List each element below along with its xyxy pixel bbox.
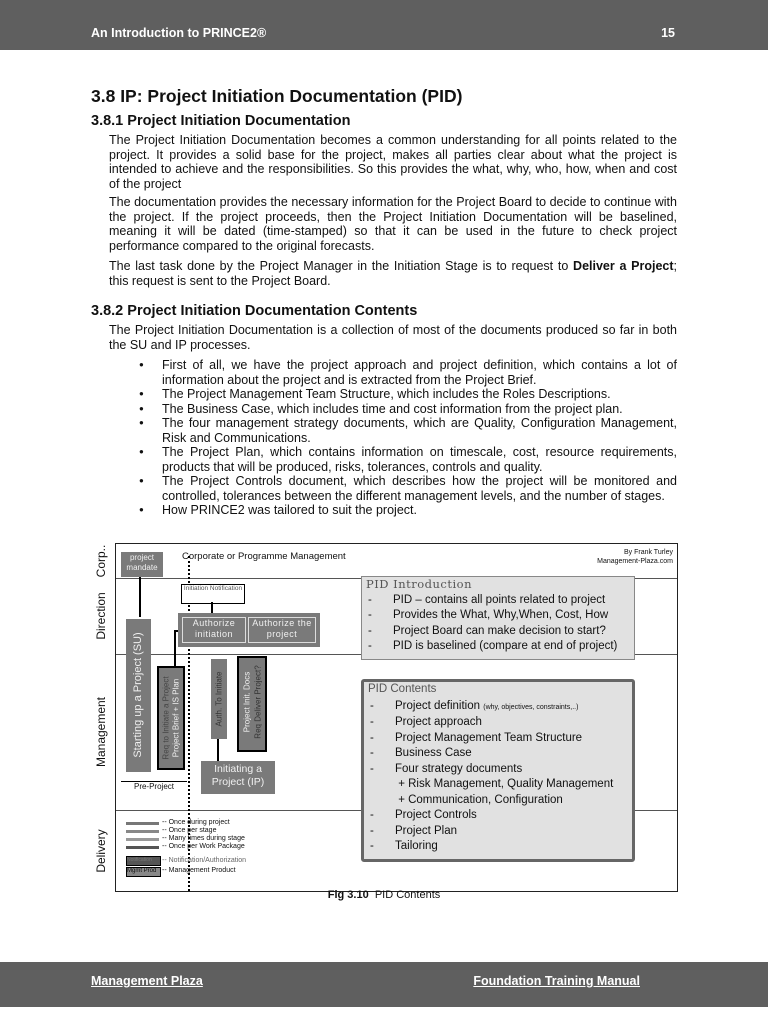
doc-title: An Introduction to PRINCE2® [91, 26, 267, 40]
paragraph: The documentation provides the necessary information for the Project Board to decide to continue with the project. If the project proceeds, then the Project Initiation Documentation will be baselined, meaning it will be dated (time-stamped) so that it can be used in the future to check project performance compared to the original forecasts. [109, 195, 677, 253]
auth-to-initiate-box: Auth. To Initiate [211, 659, 227, 739]
paragraph: The Project Initiation Documentation is a collection of most of the documents produced so far in both the SU and IP processes. [109, 323, 677, 352]
authorize-initiation-box: Authorize initiation [182, 617, 246, 643]
list-item: - Project Management Team Structure [370, 731, 583, 744]
pid-contents-box: PID Contents - Project definition (why, objectives, constraints,..) - Project approach - Project Management Team Structure - Business Case - Four strategy documents + Risk Management, Quality Management + Communication, Configuration - Project Controls - Project Plan - Tailoring [361, 679, 635, 862]
list-item: - Business Case [370, 747, 472, 759]
initiation-notification-box: Initiation Notification [181, 584, 245, 604]
list-item: - PID – contains all points related to project [368, 593, 606, 606]
authorize-project-box: Authorize the project [248, 617, 316, 643]
list-item: ● The Business Case, which includes time and cost information from the project plan. [109, 402, 677, 417]
list-item: - Four strategy documents [370, 762, 523, 775]
arrow [217, 739, 219, 761]
project-mandate-box: project mandate [121, 552, 163, 577]
list-item: - Project approach [370, 716, 482, 728]
page-footer [0, 962, 768, 1007]
list-item: - Project Board can make decision to start? [368, 624, 606, 637]
list-item: ● The Project Plan, which contains information on timescale, cost, resource requirements, products that will be produced, risks, tolerances, controls and quality. [109, 445, 677, 474]
footer-link-manual[interactable]: Foundation Training Manual [473, 974, 640, 988]
arrow [139, 577, 141, 617]
list-item: - Project definition (why, objectives, constraints,..) [370, 699, 579, 712]
list-item: ● How PRINCE2 was tailored to suit the project. [109, 503, 677, 518]
pid-diagram: Corp.. Direction Management Delivery Corporate or Programme Management By Frank Turley Management-Plaza.com project mandate Starting up a Project (SU) Req to Initiate a Project Project Brief + IS Plan Initiation Notification Authorize initiation Authorize the project Auth. To Initiate Project Init. Docs Req Deliver Project? Initiating a Project (IP) Pre-Project -- Once during project -- Once per stage -- Many times during stage -- Once per Work Package Notification -- Notification/Authorization Mgmt Prod -- Management Product PID Introduction - PID – contains all points related to project - Provides the What, Why,When, Cost, How - Project Board can make decision to start? - PID is baselined (compare at end of project) PID Contents - Project definition (why, objectives, constraints,..) - Project approach - Project Management Team Structure - Business Case - Four strategy documents + Risk Management, Quality Management + Communication, Configuration - Project Controls - Project Plan - Tailoring [115, 543, 678, 892]
arrow [174, 630, 176, 666]
corp-label: Corporate or Programme Management [182, 551, 346, 562]
list-item: - Tailoring [370, 840, 438, 852]
section-title: 3.8 IP: Project Initiation Documentation (PID) [91, 86, 463, 106]
paragraph: The Project Initiation Documentation becomes a common understanding for all points related to the project. It provides a solid base for the project, makes all parties clear about what the project is intended to achieve and the responsibilities. So this provides the what, why, who, how, when and cost of the project [109, 133, 677, 191]
pid-docs-product: Project Init. Docs Req Deliver Project? [237, 656, 267, 752]
list-item: ● First of all, we have the project approach and project definition, which contains a lot of information about the project and is extracted from the Project Brief. [109, 358, 677, 387]
list-item: ● The Project Management Team Structure, which includes the Roles Descriptions. [109, 387, 677, 402]
list-item: - Project Controls [370, 809, 477, 821]
text: The last task done by the Project Manager in the Initiation Stage is to request to [109, 259, 574, 273]
initiating-project-box: Initiating a Project (IP) [201, 761, 275, 794]
list-item: - PID is baselined (compare at end of project) [368, 640, 618, 652]
page-number: 15 [661, 26, 675, 40]
subsection-title-2: 3.8.2 Project Initiation Documentation Contents [91, 303, 418, 319]
list-item: + Communication, Configuration [395, 793, 563, 806]
list-item: + Risk Management, Quality Management [395, 778, 614, 790]
list-item: ● The four management strategy documents, which are Quality, Configuration Management, Risk and Communications. [109, 416, 677, 445]
req-initiate-product: Req to Initiate a Project Project Brief + IS Plan [157, 666, 185, 770]
subsection-title-1: 3.8.1 Project Initiation Documentation [91, 113, 351, 129]
bullet-list [109, 358, 677, 518]
page-header [0, 0, 768, 50]
list-item: ● The Project Controls document, which describes how the project will be monitored and controlled, tolerances between the different management levels, and the number of stages. [109, 474, 677, 503]
pid-introduction-box: PID Introduction - PID – contains all points related to project - Provides the What, Why,When, Cost, How - Project Board can make decision to start? - PID is baselined (compare at end of project) [361, 576, 635, 660]
figure-caption: Fig 3.10 PID Contents [327, 889, 441, 901]
footer-link-management-plaza[interactable]: Management Plaza [91, 974, 203, 988]
text: ; this request is sent to the Project Board. [109, 259, 678, 288]
bold-text: Deliver a Project [573, 259, 674, 273]
su-process-box: Starting up a Project (SU) [126, 619, 151, 772]
list-item: - Provides the What, Why,When, Cost, How [368, 609, 609, 621]
paragraph [109, 259, 677, 288]
credit: By Frank Turley Management-Plaza.com [597, 549, 673, 565]
pre-project-label: Pre-Project [121, 781, 187, 791]
list-item: - Project Plan [370, 824, 458, 837]
